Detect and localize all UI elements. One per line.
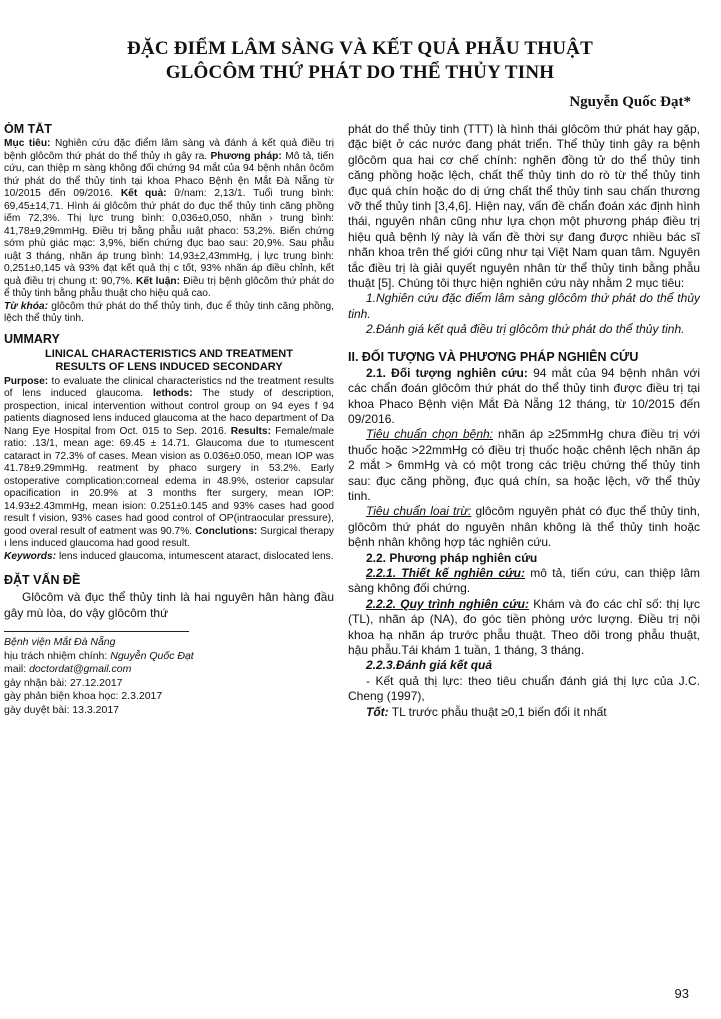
exclusion-paragraph <box>348 504 700 550</box>
inclusion-label: Tiêu chuẩn chọn bệnh: <box>366 427 494 442</box>
keywords-vi <box>4 301 334 326</box>
procedure-paragraph <box>348 597 700 659</box>
good-text: TL trước phẫu thuật ≥0,1 biến đổi ít nhất <box>391 704 607 719</box>
exclusion-label: Tiêu chuẩn loại trừ: <box>366 504 472 519</box>
results-en-text: Female/male ratio: .13/1, mean age: 69.45 ± 14.71. Glaucoma due to ıtumescent cataract in 72.3% of cases. Mean vision as 0.036±0.050, mean IOP was 41.78±9.29mmHg. reatment by phaco surgery in 53.2%. Early ostoperative complication:corneal edema in 48.9%, osterior capsular opacification in 20.9% at 3 months fter surgery, mean IOP: 14.93±2.43mmHg, mean ision: 0.251±0.145 and 93% cases had good result f vision, 93% cases had good control of OP(intraocular pressure), good overal result of eatment was 90.7%. <box>4 425 334 537</box>
approved-date: gày duyệt bài: 13.3.2017 <box>4 703 120 716</box>
intro-heading: ĐẶT VẤN ĐỀ <box>4 573 81 587</box>
conclusion-text: Điều trị bệnh glôcôm thứ phát do ể thủy tinh bằng phẫu thuật cho hiệu quả cao. <box>4 275 334 299</box>
author-name: Nguyễn Quốc Đạt* <box>569 94 691 110</box>
responsible-name: Nguyễn Quốc Đạt <box>110 649 194 662</box>
subjects-label: 2.1. Đối tượng nghiên cứu: <box>366 365 528 380</box>
abstract-en-body <box>4 376 334 551</box>
responsible-label: hịu trách nhiệm chính: <box>4 649 108 662</box>
results-label: Kết quả: <box>120 188 167 199</box>
article-title-line2: GLÔCÔM THỨ PHÁT DO THỂ THỦY TINH <box>165 62 555 83</box>
received-date: gày nhận bài: 27.12.2017 <box>4 676 123 689</box>
methods-text: The study of description, prospection, inical intervention without control group on 94 eyes f 94 patients diagnosed lens induced glaucoma at the haco department of Da Nang Eye Hospital from Oct. 015 to Sep. 2016. <box>4 388 334 437</box>
reviewed-date: gày phản biện khoa học: 2.3.2017 <box>4 690 163 702</box>
method-label: Phương pháp: <box>210 150 282 162</box>
keywords-en <box>4 551 334 564</box>
abstract-en-title <box>4 348 334 374</box>
procedure-text: Khám và đo các chỉ số: thị lực (TL), nhãn áp (NA), đo góc tiền phòng ước lượng. Điều trị nội khoa hạ nhãn áp trước phẫu thuật. Theo dõi trong phẫu thuật, hậu phẫu.Tái khám 1 tuần, 1 tháng, 3 tháng. <box>348 596 700 657</box>
design-text: mô tả, tiến cứu, can thiệp lâm sàng không đối chứng. <box>348 565 700 596</box>
keywords-en-label: Keywords: <box>4 550 57 562</box>
keywords-vi-text: glôcôm thứ phát do thể thủy tinh, đục ể thủy tinh căng phồng, lệch thể thủy tinh. <box>4 300 334 324</box>
abstract-vi-body <box>4 138 334 301</box>
inclusion-text: nhãn áp ≥25mmHg chưa điều trị với thuốc hoặc >22mmHg có điều trị thuốc hoặc chênh lệch nhãn áp 2 mắt > 6mmHg và có một trong các triệu chứng thể thủy tinh sau: đục căng phồng, đục quá chín, sa hoặc lệch, vỡ thể thủy tinh. <box>348 427 700 503</box>
keywords-vi-label: Từ khóa: <box>4 300 48 312</box>
design-paragraph <box>348 566 700 597</box>
subjects-paragraph <box>348 366 700 428</box>
results-text: ữ/nam: 2,13/1. Tuổi trung bình: 69,45±14,71. Hình ái glôcôm thứ phát do đục thể thủy tinh căng phồng iếm 72,3%. Thị lực trung bình: 0,036±0,050, nhãn › trung bình: 41,78±9,29mmHg. Điều trị bằng phẫu ıuật phaco: 53,2%. Biến chứng sớm phù giác mạc: 3,9%, biến chứng đục bao sau: 20,9%. Sau phẫu ıuật 3 tháng, nhãn áp trung bình: 14,93±2,43mmHg, ị lực trung bình: 0,251±0,145 và 93% đạt kết quả thị c tốt, 93% nhãn áp điều chỉnh, kết quả điều trị chung ıt: 90,7%. <box>4 188 334 287</box>
abstract-en-title-line1: LINICAL CHARACTERISTICS AND TREATMENT <box>45 347 293 360</box>
exclusion-text: glôcôm nguyên phát có đục thể thủy tinh, glôcôm thứ phát do nguyên nhân không là thể thủy tinh hoặc bệnh nhân không hợp tác nghiên cứu. <box>348 504 700 550</box>
article-title-line1: ĐẶC ĐIỂM LÂM SÀNG VÀ KẾT QUẢ PHẪU THUẬT <box>127 38 593 59</box>
method-text: Mô tả, tiến cứu, can thiệp m sàng không đối chứng 94 mắt của 94 bệnh nhân ôcôm thứ phát do thể thủy tinh tại khoa Phaco Bệnh ện Mắt Đà Nẵng từ 10/2015 đến 09/2016. <box>4 150 334 199</box>
evaluation-label: 2.2.3.Đánh giá kết quả <box>366 658 493 673</box>
conclusions-en-label: Conclutions: <box>195 525 258 537</box>
keywords-en-text: lens induced glaucoma, intumescent ataract, dislocated lens. <box>58 550 334 562</box>
objective-label: Mục tiêu: <box>4 138 51 149</box>
purpose-text: to evaluate the clinical characteristics nd the treatment results of lens induced glaucoma. <box>4 375 334 399</box>
right-column <box>348 122 700 720</box>
procedure-label: 2.2.2. Quy trình nghiên cứu: <box>366 596 530 611</box>
methods-heading: 2.2. Phương pháp nghiên cứu <box>366 550 538 565</box>
abstract-vi-heading: ÓM TẮT <box>4 122 52 136</box>
abstract-en-title-line2: RESULTS OF LENS INDUCED SECONDARY <box>55 360 283 373</box>
inclusion-paragraph <box>348 427 700 504</box>
abstract-en-heading: UMMARY <box>4 331 60 346</box>
affiliation: Bệnh viện Mắt Đà Nẵng <box>4 636 116 648</box>
email: doctordat@gmail.com <box>29 663 132 675</box>
methods-label: lethods: <box>152 388 193 399</box>
aim-1: 1.Nghiên cứu đặc điểm lâm sàng glôcôm thứ phát do thể thủy tinh. <box>348 291 700 321</box>
intro-text: Glôcôm và đục thể thủy tinh là hai nguyên hân hàng đầu gây mù lòa, do vậy glôcôm thứ <box>4 590 334 620</box>
conclusion-label: Kết luận: <box>136 275 181 287</box>
purpose-label: Purpose: <box>4 375 49 387</box>
subjects-text: 94 mắt của 94 bệnh nhân với các chẩn đoán glôcôm thứ phát do thể thủy tinh được điều trị tại khoa Phaco Bệnh viện Mắt Đà Nẵng 12 tháng, từ 10/2015 đến 09/2016. <box>348 365 700 426</box>
conclusions-en-text: Surgical therapy ı lens induced glaucoma had good result. <box>4 525 334 549</box>
vision-result-item: - Kết quả thị lực: theo tiêu chuẩn đánh giá thị lực của J.C. Cheng (1997), <box>348 673 700 704</box>
email-label: mail: <box>4 663 27 675</box>
page-number: 93 <box>674 986 689 1001</box>
good-label: Tốt: <box>366 704 389 719</box>
evaluation-heading <box>348 658 700 673</box>
results-en-label: Results: <box>230 425 271 437</box>
aim-2: 2.Đánh giá kết quả điều trị glôcôm thứ phát do thể thủy tinh. <box>366 322 685 337</box>
left-column <box>0 122 334 717</box>
objective-text: Nghiên cứu đặc điểm lâm sàng và đánh á kết quả điều trị bệnh glôcôm thứ phát do thể thủy ıh gây ra. <box>4 138 334 162</box>
footnotes <box>4 636 334 717</box>
design-label: 2.2.1. Thiết kế nghiên cứu: <box>366 565 526 580</box>
intro-continued: phát do thể thủy tinh (TTT) là hình thái glôcôm thứ phát hay gặp, đặc biệt ở các nước đang phát triển. Thể thủy tinh gây ra bệnh glôcôm qua hai cơ chế chính: nghẽn đồng tử do thể thủy tinh căng phồng hoặc lệch, chất thể thủy tinh do rò từ thể thủy tinh đục quá chín hoặc do dị ứng chất thể thủy tinh sau chấn thương vỡ thể thủy tinh [3,4,6]. Hiện nay, vấn đề chẩn đoán xác định hình thái, nguyên nhân cũng như lựa chọn một phương pháp điều trị hiệu quả bệnh lý này là vấn đề thời sự đang được nhiều bác sĩ nhãn khoa trên thế giới cũng như tại Việt Nam quan tâm. Nguyên tắc điều trị là giải quyết nguyên nhân từ thể thủy tinh bằng phẫu thuật [5]. Chúng tôi thực hiện nghiên cứu này nhằm 2 mục tiêu: <box>348 122 700 291</box>
section2-heading: II. ĐỐI TƯỢNG VÀ PHƯƠNG PHÁP NGHIÊN CỨU <box>348 349 639 364</box>
footnote-divider <box>4 631 189 632</box>
good-result-paragraph <box>348 705 700 720</box>
